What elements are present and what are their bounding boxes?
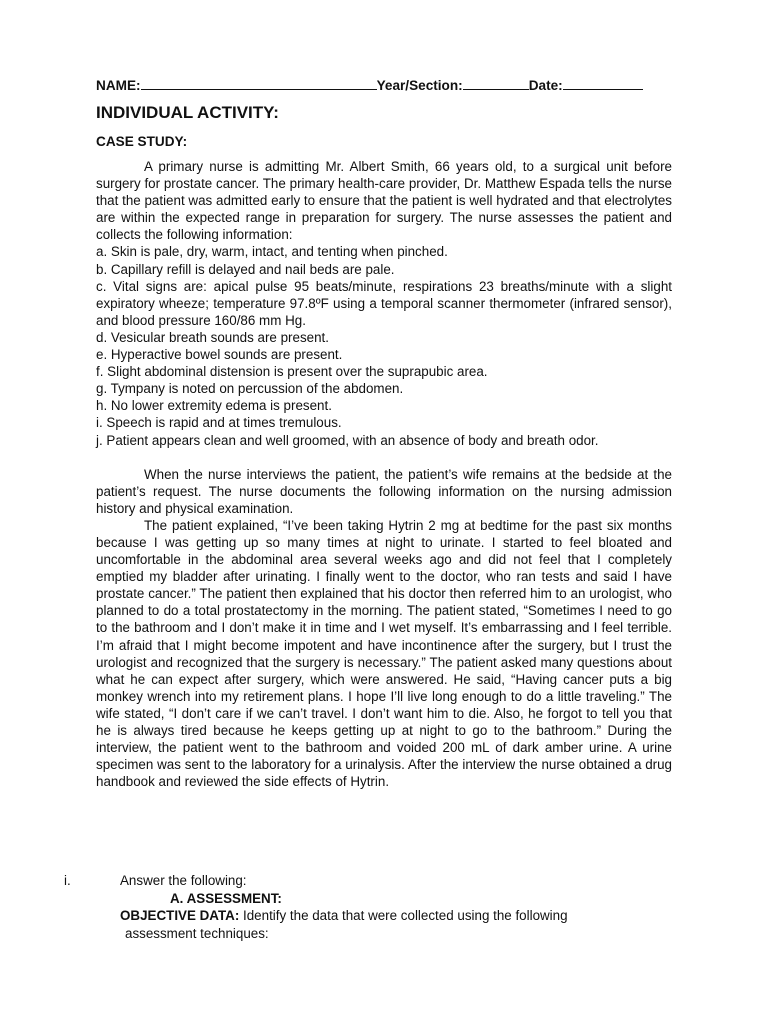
finding-item: g. Tympany is noted on percussion of the abdomen.: [96, 381, 404, 397]
finding-item: e. Hyperactive bowel sounds are present.: [96, 347, 343, 363]
case-study-heading: CASE STUDY:: [96, 134, 188, 149]
finding-item: b. Capillary refill is delayed and nail beds are pale.: [96, 261, 395, 277]
roman-numeral: i.: [64, 873, 71, 888]
findings-list: [96, 243, 672, 448]
header-fields: [96, 76, 672, 96]
objective-data-label: OBJECTIVE DATA:: [120, 908, 240, 923]
finding-item: f. Slight abdominal distension is present over the suprapubic area.: [96, 364, 488, 380]
interview-body-paragraph: The patient explained, “I’ve been taking Hytrin 2 mg at bedtime for the past six months because I was getting up so many times at night to urinate. I started to feel bloated and uncomfortable in the abdominal area several weeks ago and did not feel that I completely emptied my bladder after urinating. I finally went to the doctor, who ran tests and said I have prostate cancer.” The patient then explained that his doctor then referred him to an urologist, who planned to do a total prostatectomy in the morning. The patient stated, “Sometimes I need to go to the bathroom and I don’t make it in time and I wet myself. It’s embarrassing and I feel terrible. I’m afraid that I might become impotent and have incontinence after the surgery, but I trust the urologist and recognized that the surgery is necessary.” The patient asked many questions about what he can expect after surgery, which were answered. He said, “Having cancer puts a big monkey wrench into my retirement plans. I hope I’ll live long enough to do a little traveling.” The wife stated, “I don’t care if we can’t travel. I don’t want him to die. Also, he forgot to tell you that he is always tired because he keeps getting up at night to go to the bathroom.” During the interview, the patient went to the bathroom and voided 200 mL of dark amber urine. A urine specimen was sent to the laboratory for a urinalysis. After the interview the nurse obtained a drug handbook and reviewed the side effects of Hytrin.: [96, 517, 672, 790]
document-page: [96, 76, 672, 790]
year-section-blank[interactable]: [463, 77, 529, 90]
finding-item: h. No lower extremity edema is present.: [96, 398, 332, 414]
finding-item: d. Vesicular breath sounds are present.: [96, 329, 329, 345]
objective-data-text: Identify the data that were collected using the following: [239, 908, 568, 923]
finding-item: i. Speech is rapid and at times tremulous.: [96, 415, 342, 431]
answer-prompt: Answer the following:: [120, 873, 247, 888]
activity-title: INDIVIDUAL ACTIVITY:: [96, 103, 279, 122]
date-blank[interactable]: [563, 77, 643, 90]
date-label: Date:: [528, 78, 563, 93]
assessment-heading: A. ASSESSMENT:: [170, 890, 282, 906]
finding-item: c. Vital signs are: apical pulse 95 beats/minute, respirations 23 breaths/minute with a slight expiratory wheeze; temperature 97.8ºF using a temporal scanner thermometer (infrared sensor), and blood pressure 160/86 mm Hg.: [96, 278, 672, 328]
year-section-label: Year/Section:: [376, 78, 463, 93]
name-label: NAME:: [96, 78, 141, 93]
paragraph-spacer: [96, 449, 672, 466]
objective-data-line: [120, 907, 672, 925]
case-intro-paragraph: A primary nurse is admitting Mr. Albert Smith, 66 years old, to a surgical unit before surgery for prostate cancer. The primary health-care provider, Dr. Matthew Espada tells the nurse that the patient was admitted early to ensure that the patient is well hydrated and that electrolytes are within the expected range in preparation for surgery. The nurse assesses the patient and collects the following information:: [96, 159, 672, 243]
finding-item: j. Patient appears clean and well groomed, with an absence of body and breath odor.: [96, 432, 599, 448]
interview-intro-paragraph: When the nurse interviews the patient, the patient’s wife remains at the bedside at the patient’s request. The nurse documents the following information on the nursing admission history and physical examination.: [96, 466, 672, 516]
finding-item: a. Skin is pale, dry, warm, intact, and tenting when pinched.: [96, 244, 448, 260]
name-blank[interactable]: [141, 77, 377, 90]
objective-data-continuation: assessment techniques:: [125, 925, 269, 941]
